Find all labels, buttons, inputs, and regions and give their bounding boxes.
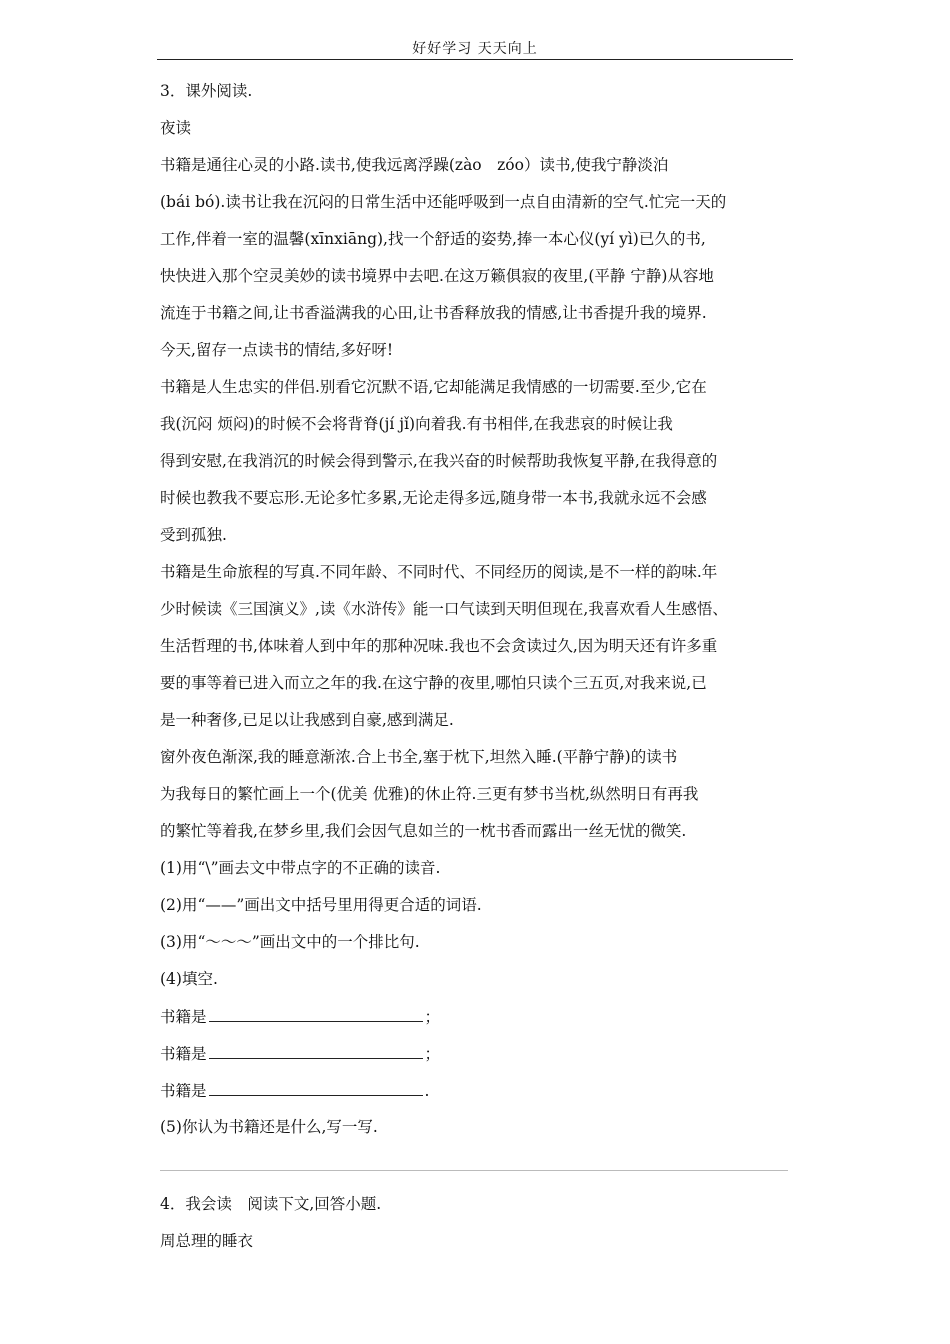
passage-line: 为我每日的繁忙画上一个(优美 优雅)的休止符.三更有梦书当枕,纵然明日有再我: [160, 785, 699, 803]
questions: [160, 856, 800, 1152]
question-1: (1)用“\”画去文中带点字的不正确的读音.: [160, 859, 441, 877]
passage-title: 周总理的睡衣: [160, 1232, 254, 1250]
passage-line: 的繁忙等着我,在梦乡里,我们会因气息如兰的一枕书香而露出一丝无忧的微笑.: [160, 822, 687, 840]
passage-title: 夜读: [160, 119, 192, 137]
question-3: (3)用“～～～”画出文中的一个排比句.: [160, 933, 420, 951]
passage-line: 今天,留存一点读书的情结,多好呀!: [160, 341, 394, 359]
passage-line: 书籍是生命旅程的写真.不同年龄、不同时代、不同经历的阅读,是不一样的韵味.年: [160, 563, 718, 581]
section-divider: [160, 1170, 788, 1171]
fill-prefix: 书籍是: [160, 1008, 207, 1026]
passage-line: 受到孤独.: [160, 526, 227, 544]
passage-line: 快快进入那个空灵美妙的读书境界中去吧.在这万籁俱寂的夜里,(平静 宁静)从容地: [160, 267, 714, 285]
passage-line: 流连于书籍之间,让书香溢满我的心田,让书香释放我的情感,让书香提升我的境界.: [160, 304, 707, 322]
passage-line: 书籍是人生忠实的伴侣.别看它沉默不语,它却能满足我情感的一切需要.至少,它在: [160, 378, 707, 396]
fill-suffix: ；: [424, 1008, 441, 1026]
header-title: 好好学习 天天向上: [412, 41, 538, 57]
section-4-heading: 4．我会读 阅读下文,回答小题.: [160, 1195, 382, 1213]
header-divider: [157, 59, 793, 60]
passage-line: 书籍是通往心灵的小路.读书,使我远离浮躁(zào zóo）读书,使我宁静淡泊: [160, 156, 669, 174]
passage-line: 我(沉闷 烦闷)的时候不会将背脊(jí jǐ)向着我.有书相伴,在我悲哀的时候让我: [160, 415, 673, 433]
passage-line: 要的事等着已进入而立之年的我.在这宁静的夜里,哪怕只读个三五页,对我来说,已: [160, 674, 707, 692]
passage-text: [160, 153, 800, 856]
question-5: (5)你认为书籍还是什么,写一写.: [160, 1118, 378, 1136]
question-2: (2)用“——”画出文中括号里用得更合适的词语.: [160, 896, 482, 914]
document-body: [160, 79, 800, 1266]
fill-in-line: [160, 1004, 800, 1041]
section-3-heading: 3．课外阅读.: [160, 82, 253, 100]
answer-blank[interactable]: [209, 1078, 423, 1096]
fill-in-line: [160, 1041, 800, 1078]
passage-line: 少时候读《三国演义》,读《水浒传》能一口气读到天明但现在,我喜欢看人生感悟、: [160, 600, 728, 618]
passage-line: 时候也教我不要忘形.无论多忙多累,无论走得多远,随身带一本书,我就永远不会感: [160, 489, 707, 507]
passage-line: (bái bó).读书让我在沉闷的日常生活中还能呼吸到一点自由清新的空气.忙完一天的: [160, 193, 727, 211]
passage-line: 工作,伴着一室的温馨(xīnxiāng),找一个舒适的姿势,捧一本心仪(yí yì)已久的书,: [160, 230, 706, 248]
fill-suffix: .: [424, 1082, 430, 1100]
answer-blank[interactable]: [209, 1041, 423, 1059]
answer-blank[interactable]: [209, 1004, 423, 1022]
passage-line: 生活哲理的书,体味着人到中年的那种况味.我也不会贪读过久,因为明天还有许多重: [160, 637, 718, 655]
fill-prefix: 书籍是: [160, 1082, 207, 1100]
fill-in-line: [160, 1078, 800, 1115]
passage-line: 窗外夜色渐深,我的睡意渐浓.合上书全,塞于枕下,坦然入睡.(平静宁静)的读书: [160, 748, 678, 766]
question-4: (4)填空.: [160, 970, 218, 988]
fill-prefix: 书籍是: [160, 1045, 207, 1063]
passage-line: 得到安慰,在我消沉的时候会得到警示,在我兴奋的时候帮助我恢复平静,在我得意的: [160, 452, 718, 470]
fill-suffix: ；: [424, 1045, 441, 1063]
passage-line: 是一种奢侈,已足以让我感到自豪,感到满足.: [160, 711, 454, 729]
